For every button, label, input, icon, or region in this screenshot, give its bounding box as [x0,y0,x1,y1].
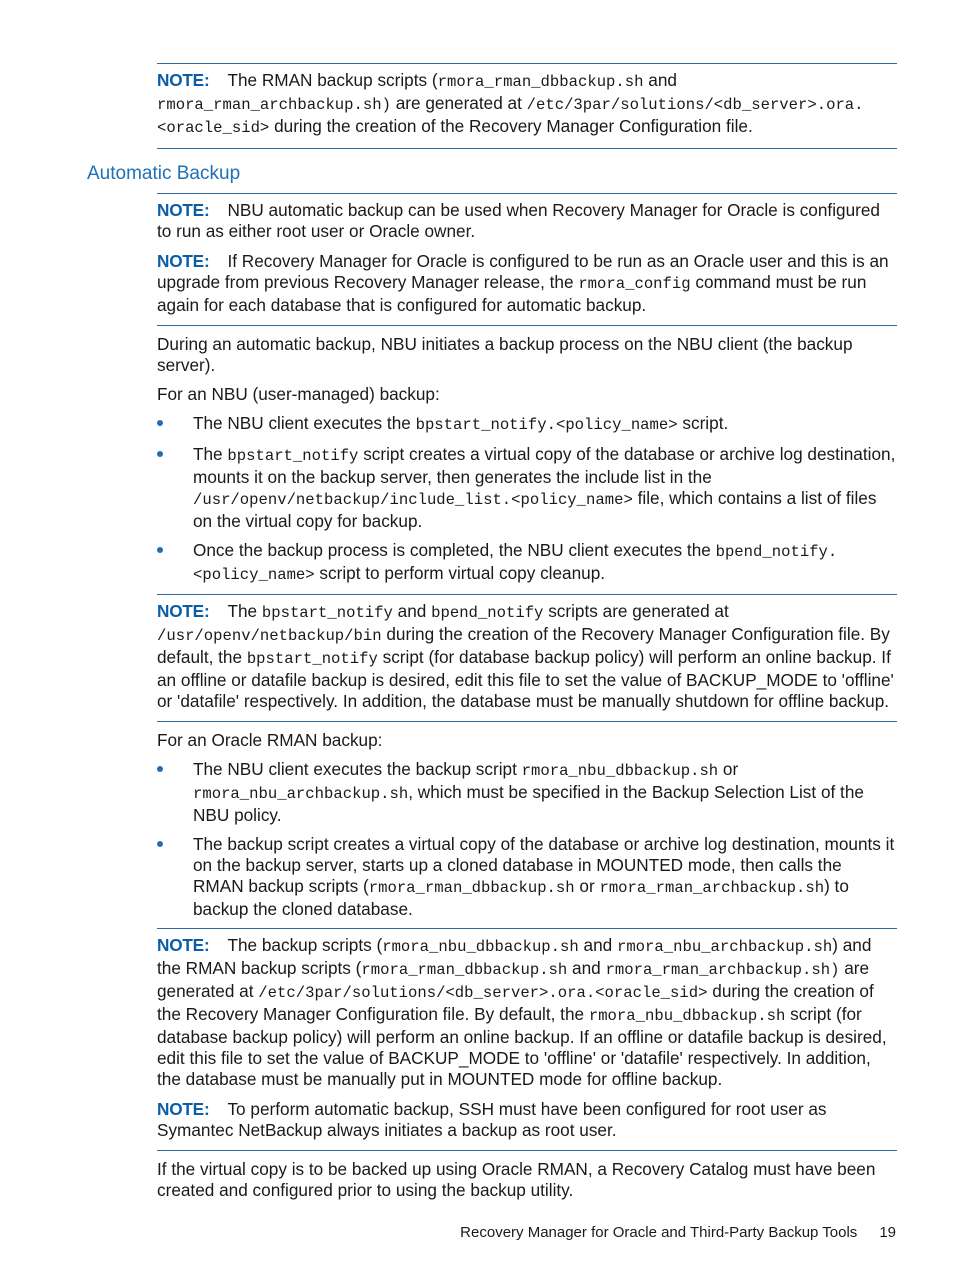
bullet-list-oracle-rman [157,759,897,920]
section-title-automatic-backup: Automatic Backup [87,163,241,184]
note-label: NOTE: [157,200,210,220]
bullet-icon [157,766,163,772]
note-upgrade-rmora-config: NOTE: If Recovery Manager for Oracle is configured to be run as an Oracle user and this is an upgrade from previous Recovery Manager release, the rmora_config command must be run again for each database that is configured for automatic backup. [157,251,889,315]
list-item: The backup script creates a virtual copy of the database or archive log destination, mounts it on the backup server, starts up a cloned database in MOUNTED mode, then calls the RMAN backup scripts (rmora_rman_dbbackup.sh or rmora_rman_archbackup.sh) to backup the cloned database. [157,834,897,920]
note-bottom-rule [157,325,897,326]
footer-title: Recovery Manager for Oracle and Third-Party Backup Tools [460,1224,858,1241]
note-block [157,194,897,325]
note-notify-scripts: NOTE: The bpstart_notify and bpend_notify scripts are generated at /usr/openv/netbackup/bin during the creation of the Recovery Manager Configuration file. By default, the bpstart_notify script (for database backup policy) will perform an online backup. If an offline or datafile backup is desired, edit this file to set the value of BACKUP_MODE to 'offline' or 'datafile' respectively. In addition, the database must be manually shutdown for offline backup. [157,601,894,711]
page-footer [460,1222,896,1243]
note-label: NOTE: [157,935,210,955]
note-block [157,595,897,721]
note-block [157,929,897,1150]
bullet-icon [157,841,163,847]
list-item: The bpstart_notify script creates a virtual copy of the database or archive log destination, mounts it on the backup server, then generates the include list in the /usr/openv/netbackup/include_list.<policy_name> file, which contains a list of files on the virtual copy for backup. [157,444,897,532]
note-label: NOTE: [157,601,210,621]
note-bottom-rule [157,1150,897,1151]
paragraph-user-managed: For an NBU (user-managed) backup: [157,384,440,404]
note-block [157,64,897,148]
page-content [87,63,897,1209]
paragraph-automatic-backup-intro: During an automatic backup, NBU initiates a backup process on the NBU client (the backup server). [157,334,853,375]
note-bottom-rule [157,721,897,722]
note-backup-scripts: NOTE: The backup scripts (rmora_nbu_dbbackup.sh and rmora_nbu_archbackup.sh) and the RMAN backup scripts (rmora_rman_dbbackup.sh and rmora_rman_archbackup.sh) are generated at /etc/3par/solutions/<db_server>.ora.<oracle_sid> during the creation of the Recovery Manager Configuration file. By default, the rmora_nbu_dbbackup.sh script (for database backup policy) will perform an online backup. If an offline or datafile backup is desired, edit this file to set the value of BACKUP_MODE to 'offline' or 'datafile' respectively. In addition, the database must be manually put in MOUNTED mode for offline backup. [157,935,887,1089]
note-bottom-rule [157,148,897,149]
paragraph-oracle-rman: For an Oracle RMAN backup: [157,730,383,750]
note-label: NOTE: [157,251,210,271]
paragraph-recovery-catalog: If the virtual copy is to be backed up using Oracle RMAN, a Recovery Catalog must have been created and configured prior to using the backup utility. [157,1159,876,1200]
note-label: NOTE: [157,1099,210,1119]
bullet-icon [157,547,163,553]
note-ssh-root: NOTE: To perform automatic backup, SSH must have been configured for root user as Symantec NetBackup always initiates a backup as root user. [157,1099,827,1140]
list-item: Once the backup process is completed, the NBU client executes the bpend_notify.<policy_name> script to perform virtual copy cleanup. [157,540,897,586]
list-item: The NBU client executes the backup script rmora_nbu_dbbackup.sh or rmora_nbu_archbackup.sh, which must be specified in the Backup Selection List of the NBU policy. [157,759,897,826]
page-number: 19 [879,1224,896,1241]
bullet-icon [157,451,163,457]
list-item: The NBU client executes the bpstart_notify.<policy_name> script. [157,413,897,436]
note-nbu-root-owner: NOTE: NBU automatic backup can be used when Recovery Manager for Oracle is configured to run as either root user or Oracle owner. [157,200,880,241]
note-rman-scripts: NOTE: The RMAN backup scripts (rmora_rman_dbbackup.sh and rmora_rman_archbackup.sh) are generated at /etc/3par/solutions/<db_server>.ora.<oracle_sid> during the creation of the Recovery Manager Configuration file. [157,70,864,137]
note-label: NOTE: [157,70,210,90]
bullet-icon [157,420,163,426]
bullet-list-user-managed [157,413,897,586]
